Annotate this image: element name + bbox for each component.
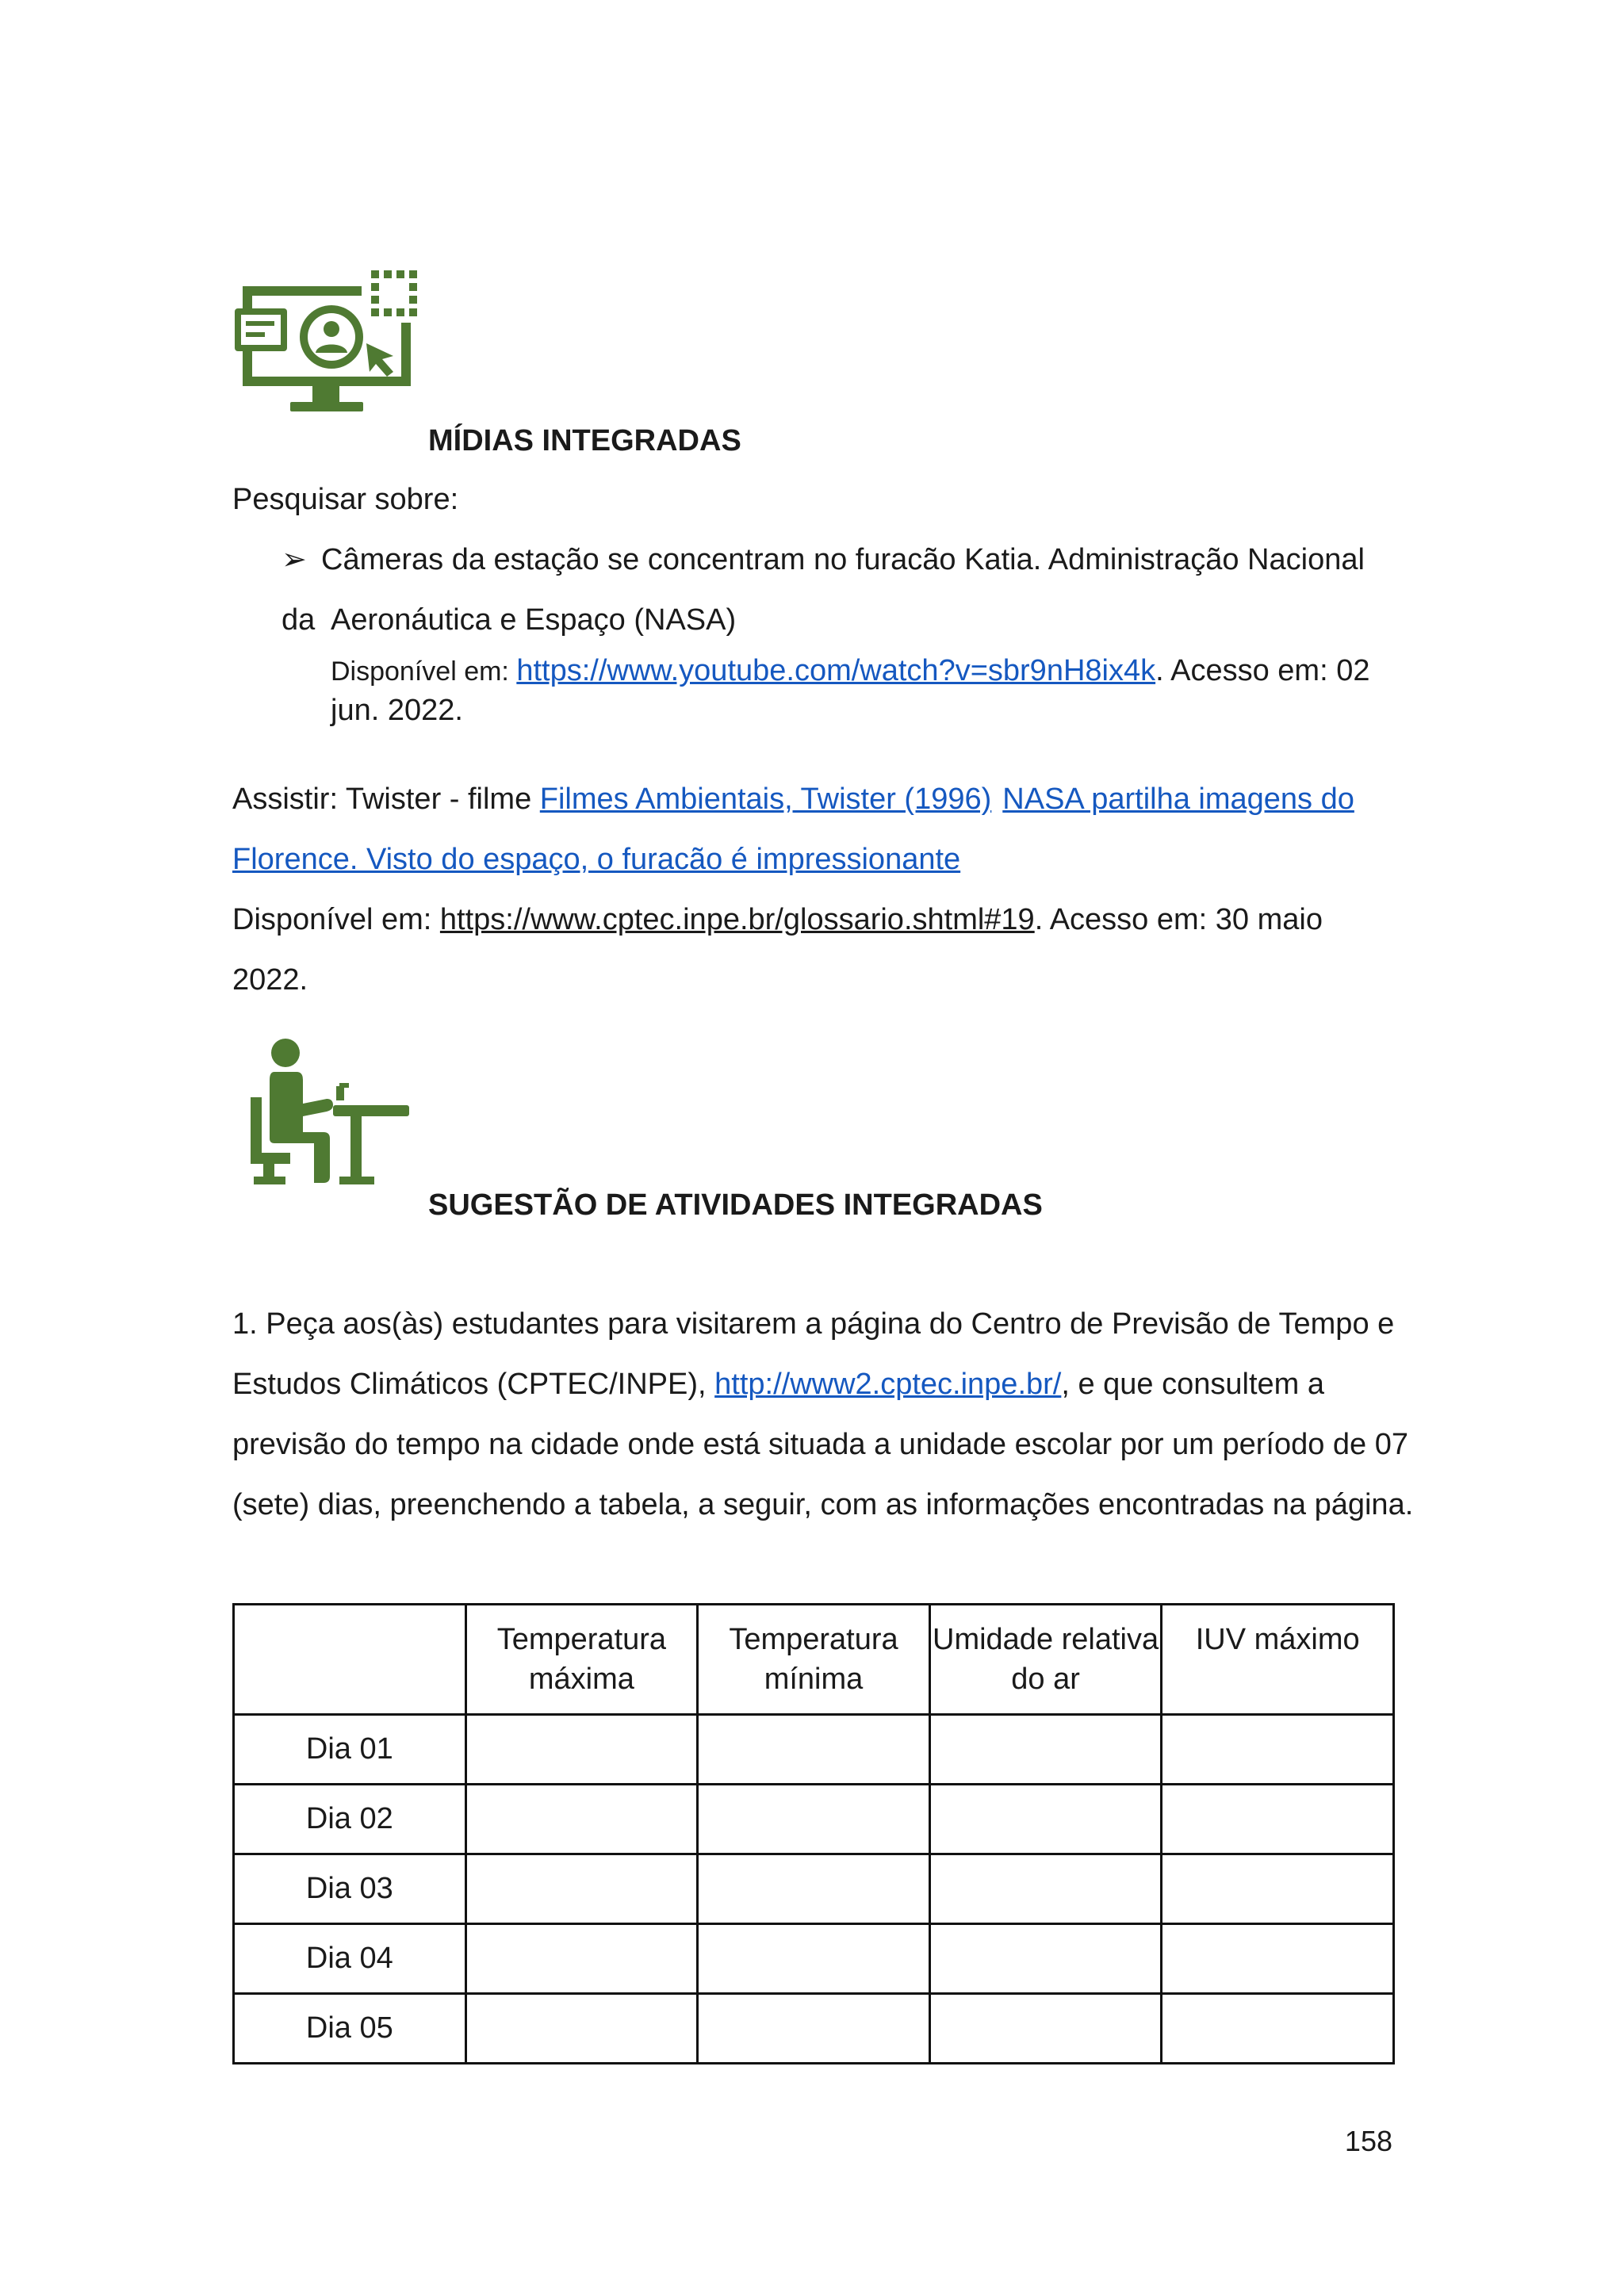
table-row-label: Dia 02 (234, 1785, 466, 1854)
table-cell[interactable] (465, 1924, 698, 1994)
table-cell[interactable] (929, 1854, 1162, 1924)
available2-date: 2022. (232, 963, 308, 997)
activity-line-3: previsão do tempo na cidade onde está situada a unidade escolar por um período de 07 (232, 1428, 1409, 1461)
student-desk-icon (251, 1037, 409, 1188)
bullet-text-line1: Câmeras da estação se concentram no furacão Katia. Administração Nacional da (282, 543, 1365, 637)
table-cell[interactable] (929, 1924, 1162, 1994)
activity-line-2 (232, 1354, 1392, 1414)
cptec-glossario-link[interactable]: https://www.cptec.inpe.br/glossario.shtml#19 (439, 903, 1035, 936)
table-row (234, 1924, 1394, 1994)
table-header-row (234, 1605, 1394, 1715)
twister-link[interactable]: Filmes Ambientais, Twister (1996) (539, 783, 992, 816)
table-cell[interactable] (1162, 1854, 1394, 1924)
table-header-humidity: Umidade relativa do ar (929, 1605, 1162, 1715)
table-cell[interactable] (465, 1994, 698, 2064)
table-cell[interactable] (698, 1994, 930, 2064)
table-cell[interactable] (929, 1994, 1162, 2064)
table-row (234, 1785, 1394, 1854)
available-date: jun. 2022. (331, 694, 463, 727)
available-label: Disponível em: (331, 656, 517, 687)
table-row-label: Dia 05 (234, 1994, 466, 2064)
bullet-text-line2: Aeronáutica e Espaço (NASA) (331, 603, 737, 637)
table-header-temp-min: Temperatura mínima (698, 1605, 930, 1715)
table-cell[interactable] (698, 1854, 930, 1924)
table-header-temp-max: Temperatura máxima (465, 1605, 698, 1715)
table-cell[interactable] (698, 1924, 930, 1994)
weather-table (232, 1603, 1395, 2064)
cptec-link[interactable]: http://www2.cptec.inpe.br/ (714, 1368, 1062, 1401)
page-number: 158 (1344, 2125, 1392, 2157)
table-header-uv: IUV máximo (1162, 1605, 1394, 1715)
table-cell[interactable] (1162, 1785, 1394, 1854)
table-row-label: Dia 04 (234, 1924, 466, 1994)
table-cell[interactable] (698, 1785, 930, 1854)
table-cell[interactable] (465, 1715, 698, 1785)
watch-line (232, 769, 1392, 829)
nasa-florence-link-text[interactable]: Florence. Visto do espaço, o furacão é impressionante (232, 843, 961, 876)
table-row (234, 1854, 1394, 1924)
activity-line-1: 1. Peça aos(às) estudantes para visitarem a página do Centro de Previsão de Tempo e (232, 1307, 1395, 1341)
table-row-label: Dia 03 (234, 1854, 466, 1924)
research-intro: Pesquisar sobre: (232, 483, 459, 516)
table-cell[interactable] (929, 1785, 1162, 1854)
activity-line-2-start: Estudos Climáticos (CPTEC/INPE), (232, 1368, 715, 1401)
available2-line (232, 890, 1392, 950)
youtube-link[interactable]: https://www.youtube.com/watch?v=sbr9nH8ix4k (516, 654, 1156, 687)
monitor-media-icon (235, 267, 425, 426)
section-title-midias: MÍDIAS INTEGRADAS (428, 424, 741, 457)
available2-access: . Acesso em: 30 maio (1034, 903, 1323, 936)
nasa-florence-link[interactable]: NASA partilha imagens do (1002, 783, 1354, 816)
available-access: . Acesso em: 02 (1155, 654, 1370, 687)
table-cell[interactable] (465, 1785, 698, 1854)
table-header-cell-empty (234, 1605, 466, 1715)
activity-line-2-end: , e que consultem a (1061, 1368, 1325, 1401)
table-row (234, 1715, 1394, 1785)
table-cell[interactable] (698, 1715, 930, 1785)
section-title-atividades: SUGESTÃO DE ATIVIDADES INTEGRADAS (428, 1188, 1043, 1222)
available2-label: Disponível em: (232, 903, 440, 936)
arrow-bullet-icon: ➢ (282, 543, 307, 576)
available-line (331, 649, 1395, 694)
table-row (234, 1994, 1394, 2064)
table-cell[interactable] (1162, 1924, 1394, 1994)
table-cell[interactable] (1162, 1715, 1394, 1785)
nasa-florence-link-cont[interactable] (232, 829, 960, 890)
watch-label: Assistir: Twister - filme (232, 783, 540, 816)
table-cell[interactable] (465, 1854, 698, 1924)
table-cell[interactable] (1162, 1994, 1394, 2064)
activity-line-4: (sete) dias, preenchendo a tabela, a seguir, com as informações encontradas na página. (232, 1488, 1414, 1521)
table-cell[interactable] (929, 1715, 1162, 1785)
table-row-label: Dia 01 (234, 1715, 466, 1785)
